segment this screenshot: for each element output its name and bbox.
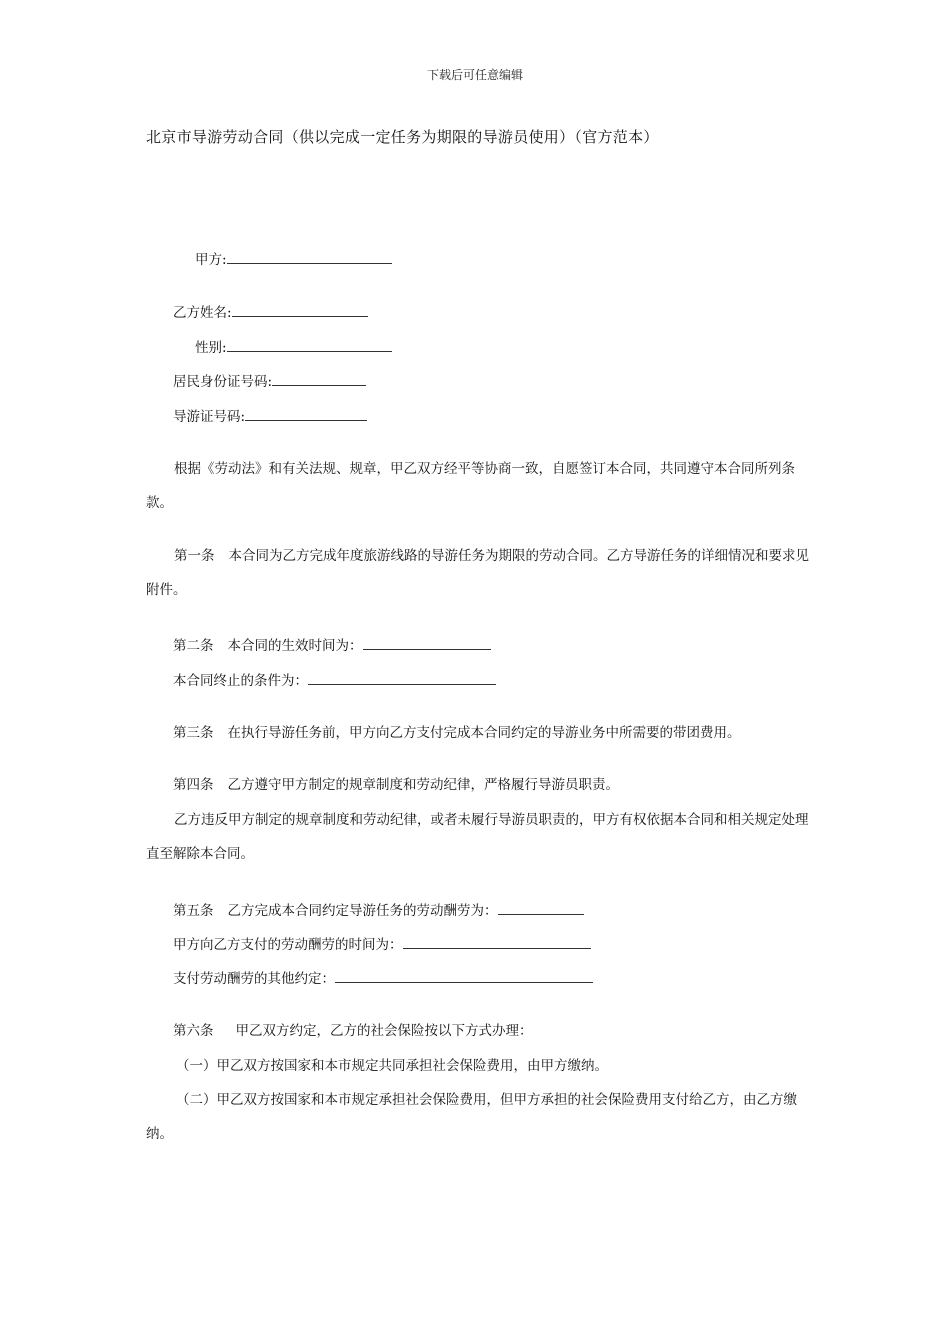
- article-4-text: 乙方遵守甲方制定的规章制度和劳动纪律，严格履行导游员职责。: [227, 777, 619, 793]
- article-6-option-2: （二）甲乙双方按国家和本市规定承担社会保险费用，但甲方承担的社会保险费用支付给乙方，由乙方缴纳。: [146, 1092, 797, 1142]
- article-2-label: 第二条: [173, 638, 214, 654]
- gender-row: [195, 339, 392, 357]
- other-terms-label: 支付劳动酬劳的其他约定：: [173, 971, 335, 987]
- party-b-name-row: [173, 304, 368, 322]
- article-6-label: 第六条: [173, 1023, 214, 1039]
- article-2-text: 本合同的生效时间为：: [227, 638, 363, 654]
- article-2: [173, 637, 491, 655]
- article-4: [173, 776, 619, 794]
- id-number-row: [173, 373, 366, 391]
- termination-label: 本合同终止的条件为：: [173, 673, 308, 689]
- party-a-row: [195, 251, 392, 269]
- intro-paragraph: 根据《劳动法》和有关法规、规章，甲乙双方经平等协商一致，自愿签订本合同，共同遵守本合同所列条款。: [146, 461, 795, 511]
- party-a-label: 甲方:: [195, 252, 227, 268]
- payment-time-row: [173, 936, 591, 954]
- article-3-label: 第三条: [173, 725, 214, 741]
- article-4-label: 第四条: [173, 777, 214, 793]
- document-title: 北京市导游劳动合同（供以完成一定任务为期限的导游员使用）（官方范本）: [146, 128, 659, 146]
- party-b-name-label: 乙方姓名:: [173, 305, 232, 321]
- gender-label: 性别:: [195, 340, 227, 356]
- payment-time-label: 甲方向乙方支付的劳动酬劳的时间为：: [173, 937, 403, 953]
- payment-time-blank[interactable]: [403, 936, 591, 949]
- article-6-text: 甲乙双方约定，乙方的社会保险按以下方式办理：: [235, 1023, 533, 1039]
- article-1-text: 本合同为乙方完成年度旅游线路的导游任务为期限的劳动合同。乙方导游任务的详细情况和要求见附件。: [146, 548, 809, 598]
- article-4-sub: 乙方违反甲方制定的规章制度和劳动纪律，或者未履行导游员职责的，甲方有权依据本合同和相关规定处理直至解除本合同。: [146, 812, 809, 862]
- guide-cert-blank[interactable]: [245, 408, 367, 421]
- other-terms-row: [173, 970, 593, 988]
- effective-date-blank[interactable]: [363, 637, 491, 650]
- article-1-label: 第一条: [174, 548, 215, 564]
- article-5: [173, 902, 584, 920]
- article-6: [173, 1022, 533, 1040]
- id-number-blank[interactable]: [272, 373, 366, 386]
- article-1: [146, 539, 810, 607]
- article-3: [173, 724, 741, 742]
- party-b-name-blank[interactable]: [232, 304, 368, 317]
- page-header: 下载后可任意编辑: [426, 68, 523, 82]
- guide-cert-row: [173, 408, 367, 426]
- termination-blank[interactable]: [308, 672, 496, 685]
- id-number-label: 居民身份证号码:: [173, 374, 273, 390]
- party-a-blank[interactable]: [227, 251, 392, 264]
- other-terms-blank[interactable]: [335, 970, 593, 983]
- article-5-text: 乙方完成本合同约定导游任务的劳动酬劳为：: [227, 903, 498, 919]
- article-3-text: 在执行导游任务前，甲方向乙方支付完成本合同约定的导游业务中所需要的带团费用。: [227, 725, 741, 741]
- article-5-label: 第五条: [173, 903, 214, 919]
- termination-row: [173, 672, 496, 690]
- article-6-option-1: （一）甲乙双方按国家和本市规定共同承担社会保险费用，由甲方缴纳。: [176, 1058, 608, 1074]
- gender-blank[interactable]: [227, 339, 392, 352]
- remuneration-blank[interactable]: [498, 902, 584, 915]
- guide-cert-label: 导游证号码:: [173, 409, 246, 425]
